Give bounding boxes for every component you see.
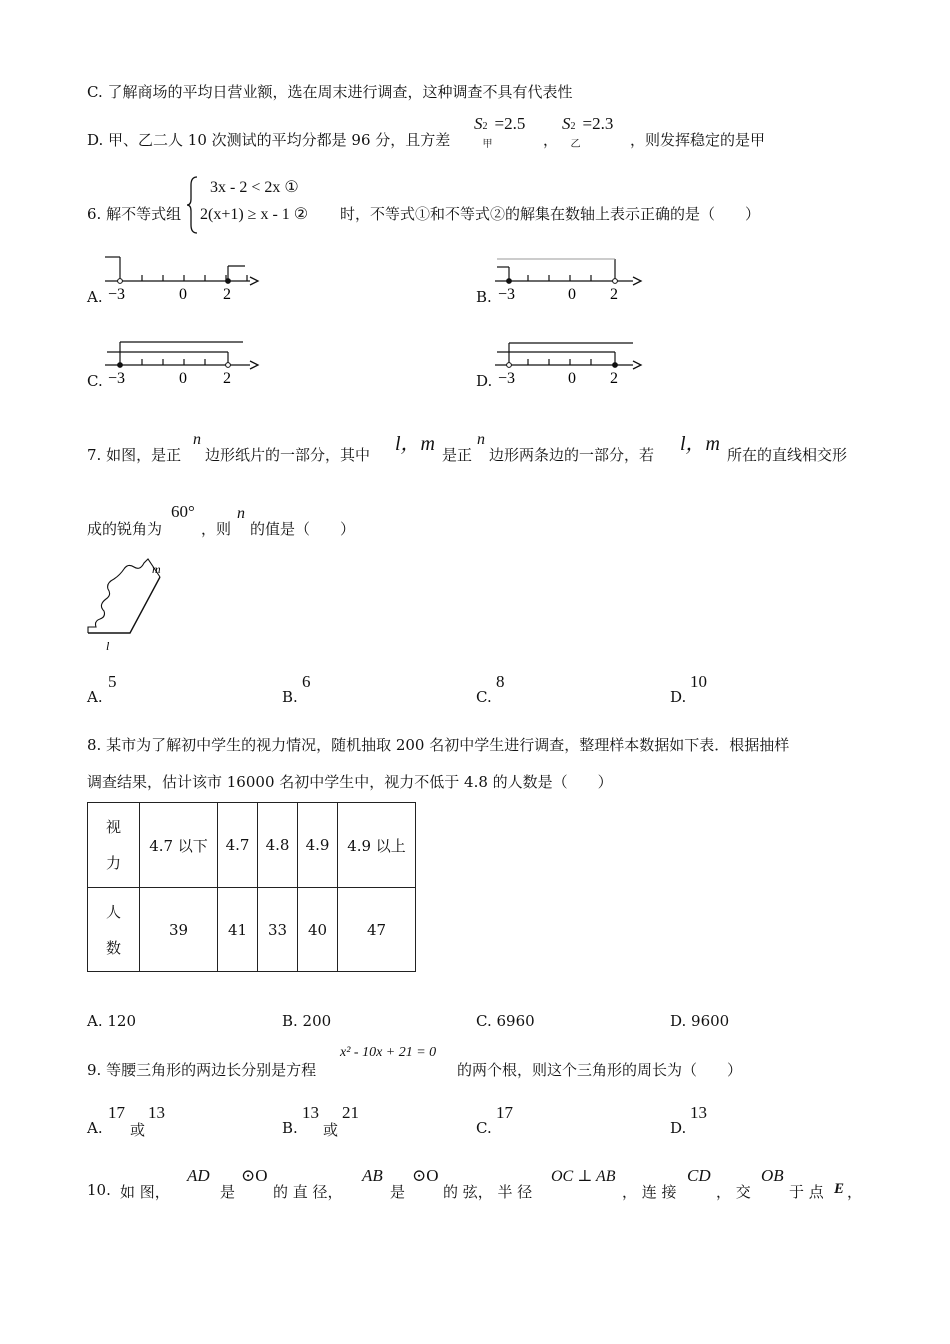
inequality-1: 3x - 2 < 2x ① — [210, 179, 299, 196]
q7-option-b-label: B. — [282, 688, 298, 706]
q6-prefix: 6. 解不等式组 — [87, 205, 182, 223]
q10-text: 是 — [390, 1183, 406, 1201]
q7-text: 7. 如图，是正 — [87, 446, 182, 464]
q8-text: 8. 某市为了解初中学生的视力情况，随机抽取 200 名初中学生进行调查，整理样本数据如下表．根据抽样 — [87, 736, 790, 754]
q5-option-c: C. 了解商场的平均日营业额，选在周末进行调查，这种调查不具有代表性 — [87, 83, 573, 101]
var-n: n — [193, 431, 201, 448]
table-cell: 4.9 以上 — [338, 803, 416, 888]
angle-60: 60° — [171, 502, 195, 521]
table-cell: 4.8 — [258, 803, 298, 888]
q10-text: ， — [847, 1183, 863, 1201]
table-cell: 39 — [140, 888, 218, 972]
q9-text: 的两个根，则这个三角形的周长为（ ） — [457, 1061, 743, 1079]
q8-text: 调查结果，估计该市 16000 名初中学生中，视力不低于 4.8 的人数是（ ） — [87, 773, 613, 791]
fig-label-l: l — [106, 639, 110, 653]
q8-option-b: B. 200 — [282, 1012, 332, 1030]
tick-label: 0 — [568, 370, 576, 384]
number-line-b — [490, 250, 650, 300]
q7-text: 所在的直线相交形 — [727, 446, 848, 464]
q9-or: 或 — [130, 1121, 146, 1139]
tick-label: 2 — [610, 370, 618, 384]
q9-text: 9. 等腰三角形的两边长分别是方程 — [87, 1061, 317, 1079]
q6-option-d-label: D. — [476, 372, 493, 390]
q7-text: 的值是（ ） — [250, 520, 356, 538]
q8-option-a: A. 120 — [87, 1012, 136, 1030]
tick-label: −3 — [498, 286, 516, 300]
q7-option-d-value: 10 — [690, 672, 707, 691]
q7-text: ，则 — [201, 520, 232, 538]
table-cell: 4.9 — [298, 803, 338, 888]
q6-option-b-label: B. — [476, 288, 492, 306]
q9-option-d-value: 13 — [690, 1103, 707, 1122]
table-cell: 40 — [298, 888, 338, 972]
table-header-count: 人 数 — [88, 888, 140, 972]
tick-label: 0 — [568, 286, 576, 300]
inequality-2: 2(x+1) ≥ x - 1 ② — [200, 206, 309, 223]
variance-yi: S 2 乙 =2.3 — [562, 114, 614, 150]
q10-text: ， 交 — [716, 1183, 751, 1201]
vision-table — [87, 802, 416, 972]
q5-option-d-suffix: ，则发挥稳定的是甲 — [630, 131, 766, 149]
q9-option-b-label: B. — [282, 1119, 298, 1137]
q9-or: 或 — [323, 1121, 339, 1139]
q6-suffix: 时，不等式①和不等式②的解集在数轴上表示正确的是（ ） — [340, 205, 761, 223]
q7-option-a-value: 5 — [108, 672, 117, 691]
q9-option-c-label: C. — [476, 1119, 492, 1137]
q7-text: 是正 — [442, 446, 473, 464]
point-e: E — [834, 1181, 845, 1197]
segment-ad: AD — [187, 1166, 210, 1185]
q10-text: 的 弦， 半 径 — [443, 1183, 533, 1201]
number-line-d — [490, 334, 650, 384]
table-cell: 33 — [258, 888, 298, 972]
tick-label: −3 — [108, 286, 126, 300]
q9-option-b-value2: 21 — [342, 1103, 359, 1122]
q7-option-d-label: D. — [670, 688, 687, 706]
var-lm: l，m — [680, 433, 720, 455]
tick-label: −3 — [108, 370, 126, 384]
segment-ob: OB — [761, 1166, 784, 1185]
tick-label: 2 — [610, 286, 618, 300]
segment-cd: CD — [687, 1166, 711, 1185]
tick-label: 0 — [179, 286, 187, 300]
oc-perp-ab: OC ⊥ AB — [551, 1168, 616, 1185]
number-line-a — [100, 250, 260, 300]
table-header-vision: 视 力 — [88, 803, 140, 888]
variance-jia: S 2 甲 =2.5 — [474, 114, 526, 150]
tick-label: 2 — [223, 370, 231, 384]
system-brace — [186, 175, 200, 235]
q8-option-c: C. 6960 — [476, 1012, 535, 1030]
q6-option-a-label: A. — [87, 288, 103, 306]
q10-text: 如 图， — [120, 1183, 170, 1201]
q7-text: 边形纸片的一部分，其中 — [205, 446, 371, 464]
q10-text: ， 连 接 — [622, 1183, 677, 1201]
q10-text: 于 点 — [789, 1183, 824, 1201]
q6-option-c-label: C. — [87, 372, 103, 390]
var-n: n — [477, 431, 485, 448]
number-line-c — [100, 334, 260, 384]
circle-o: ⊙O — [412, 1166, 439, 1185]
tick-label: 2 — [223, 286, 231, 300]
q7-option-c-value: 8 — [496, 672, 505, 691]
polygon-fragment-figure — [82, 555, 172, 655]
fig-label-m: m — [152, 562, 161, 576]
var-lm: l，m — [395, 433, 435, 455]
q10-text: 是 — [220, 1183, 236, 1201]
comma: ， — [543, 131, 559, 149]
tick-label: −3 — [498, 370, 516, 384]
q9-option-a-value: 17 — [108, 1103, 125, 1122]
q8-option-d: D. 9600 — [670, 1012, 730, 1030]
q7-option-b-value: 6 — [302, 672, 311, 691]
segment-ab: AB — [362, 1166, 383, 1185]
table-cell: 4.7 以下 — [140, 803, 218, 888]
tick-label: 0 — [179, 370, 187, 384]
q9-option-d-label: D. — [670, 1119, 687, 1137]
q9-option-c-value: 17 — [496, 1103, 513, 1122]
table-cell: 41 — [218, 888, 258, 972]
table-cell: 4.7 — [218, 803, 258, 888]
q9-option-a-label: A. — [87, 1119, 103, 1137]
q7-option-c-label: C. — [476, 688, 492, 706]
quadratic-equation: x² - 10x + 21 = 0 — [340, 1045, 437, 1060]
q5-option-d-prefix: D. 甲、乙二人 10 次测试的平均分都是 96 分，且方差 — [87, 131, 451, 149]
table-cell: 47 — [338, 888, 416, 972]
q7-text: 边形两条边的一部分，若 — [489, 446, 655, 464]
var-n: n — [237, 505, 245, 522]
q9-option-b-value: 13 — [302, 1103, 319, 1122]
q9-option-a-value2: 13 — [148, 1103, 165, 1122]
q7-text: 成的锐角为 — [87, 520, 163, 538]
q10-number: 10. — [87, 1181, 111, 1199]
circle-o: ⊙O — [241, 1166, 268, 1185]
q10-text: 的 直 径， — [273, 1183, 343, 1201]
q7-option-a-label: A. — [87, 688, 103, 706]
